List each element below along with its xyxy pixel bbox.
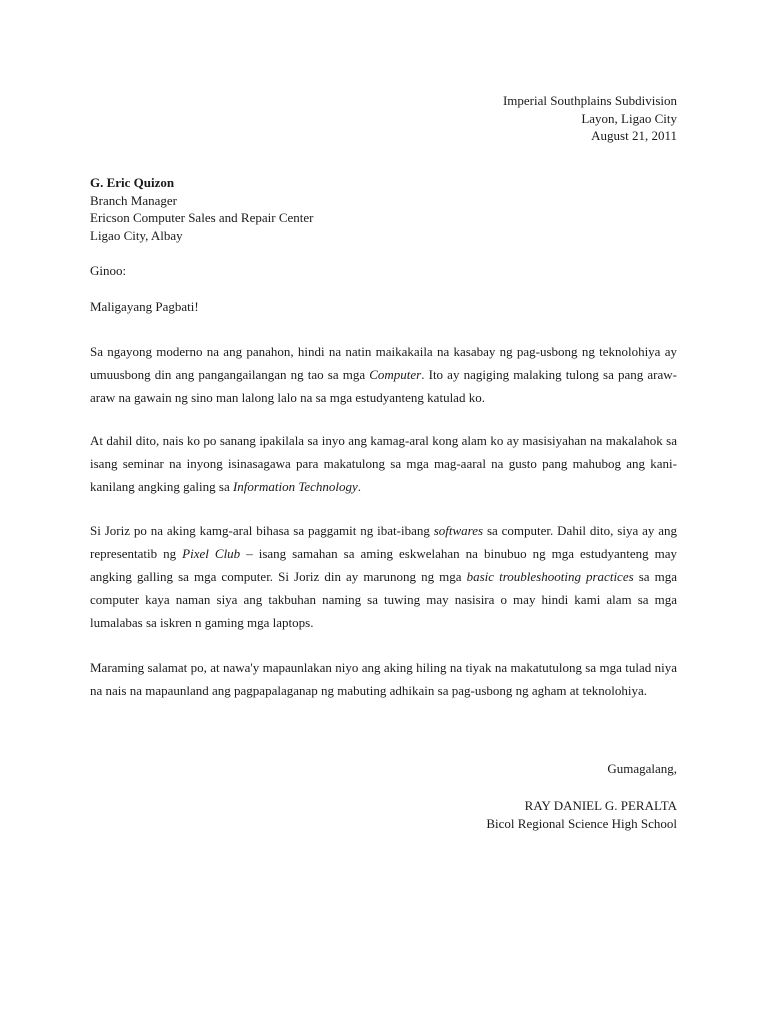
letter-date: August 21, 2011	[591, 128, 677, 143]
p1-text-a: Sa ngayong moderno na ang panahon, hindi na natin maikakaila na kasabay ng pag-usbong ng teknolohiya ay umuusbong din ang pangangailangan ng tao sa mga	[90, 344, 677, 382]
p2-italic-it: Information Technology	[232, 479, 358, 494]
sender-address	[377, 92, 677, 145]
body-paragraph-2	[90, 429, 677, 498]
recipient-location: Ligao City, Albay	[90, 227, 183, 243]
p3-text-a: Si Joriz po na aking kamg-aral bihasa sa paggamit ng ibat-ibang	[90, 523, 434, 538]
p3-italic-pixel-club: Pixel Club	[182, 546, 241, 561]
greeting: Maligayang Pagbati!	[90, 299, 199, 314]
p4-text-a: Maraming salamat po, at nawa'y mapaunlakan niyo ang aking hiling na tiyak na makatutulong sa mga tulad niya na nais na mapaunland ang pagpapalaganap ng mabuting adhikain sa pag-usbong ng agham at teknolohiya.	[90, 660, 677, 698]
body-paragraph-1	[90, 340, 677, 409]
salutation: Ginoo:	[90, 263, 127, 278]
p1-italic-computer: Computer	[369, 367, 422, 382]
closing: Gumagalang,	[607, 761, 677, 776]
recipient-title: Branch Manager	[90, 192, 177, 208]
p3-italic-softwares: softwares	[433, 523, 484, 538]
recipient-name: G. Eric Quizon	[90, 175, 175, 190]
recipient-company: Ericson Computer Sales and Repair Center	[90, 210, 314, 225]
sender-address-line2: Layon, Ligao City	[581, 110, 677, 126]
p3-text-e: – isang samahan sa aming eskwelahan na binubuo ng mga estudyanteng may angking galling sa mga computer. Si Joriz din ay marunong ng mga	[90, 546, 677, 584]
signature-school: Bicol Regional Science High School	[486, 815, 677, 831]
signature-name: RAY DANIEL G. PERALTA	[524, 798, 677, 813]
body-paragraph-4	[90, 656, 677, 702]
signature-block	[357, 797, 677, 832]
p2-text-c: .	[357, 479, 362, 494]
p3-text-g: sa mga computer kaya naman siya ang takbuhan naming sa tuwing may nasisira o may hindi kami alam sa mga lumalabas sa iskren n gaming mga laptops.	[90, 569, 677, 630]
p2-text-a: At dahil dito, nais ko po sanang ipakilala sa inyo ang kamag-aral kong alam ko ay masisiyahan na makalahok sa isang seminar na inyong isinasagawa para makatulong sa mga mag-aaral na gusto pang mahubog ang kani-kanilang angking galing sa	[90, 433, 677, 494]
body-paragraph-3	[90, 519, 677, 634]
recipient-block	[90, 174, 590, 244]
p3-italic-troubleshooting: basic troubleshooting practices	[466, 569, 634, 584]
p3-text-c: sa computer. Dahil dito, siya ay ang representatib ng	[90, 523, 678, 561]
p1-text-c: . Ito ay nagiging malaking tulong sa pang araw-araw na gawain ng sino man lalong lalo na sa mga estudyanteng katulad ko.	[90, 367, 677, 405]
sender-address-line1: Imperial Southplains Subdivision	[502, 93, 677, 108]
